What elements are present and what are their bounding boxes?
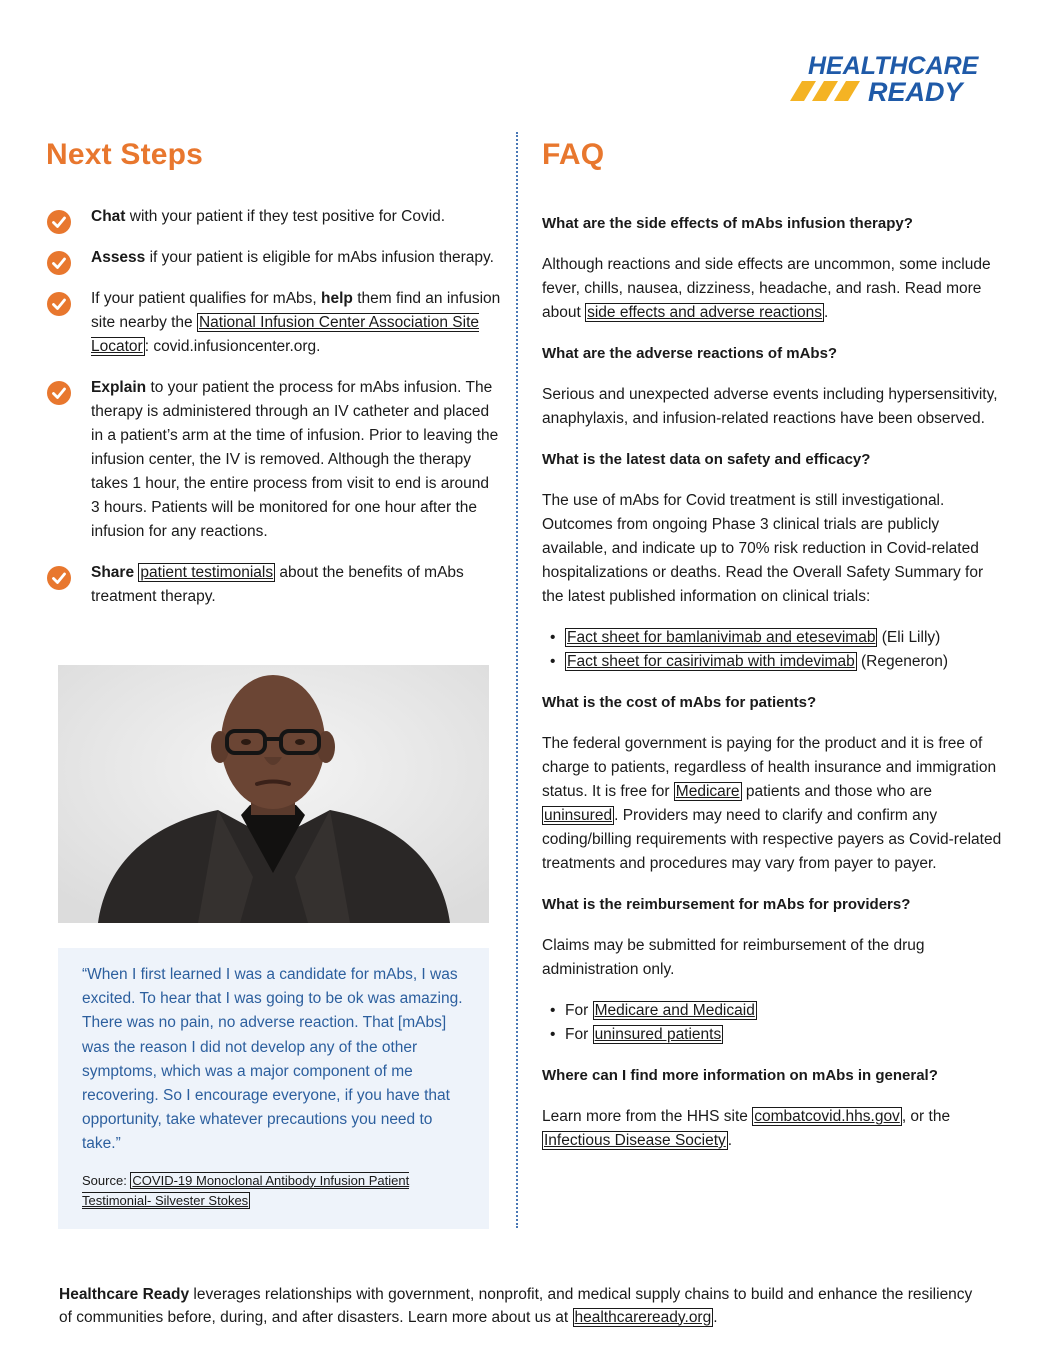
- footer-text: Healthcare Ready leverages relationships with government, nonprofit, and medical supply chains to build and enhance the resiliency of communities before, during, and after disasters. Learn more about us at healthcareready.org .: [59, 1286, 973, 1326]
- next-steps-list: [46, 205, 501, 626]
- medicare-medicaid-link[interactable]: Medicare and Medicaid: [594, 1002, 755, 1019]
- testimonial-photo: [58, 665, 489, 923]
- step-assess: Assess if your patient is eligible for mAbs infusion therapy.: [46, 246, 501, 270]
- faq-question: What are the adverse reactions of mAbs?: [542, 345, 838, 362]
- fact-sheet-regeneron-link[interactable]: Fact sheet for casirivimab with imdevimab: [567, 653, 855, 670]
- logo-chevron-3: [834, 81, 860, 101]
- check-icon: [47, 251, 71, 275]
- faq-heading: FAQ: [542, 138, 605, 171]
- step-explain: Explain to your patient the process for mAbs infusion. The therapy is administered through an IV catheter and placed in a patient’s arm at the time of infusion. Prior to leaving the infusion center, the IV is removed. Although the therapy takes 1 hour, the entire process from visit to end is around 3 hours. Patients will be monitored for one hour after the infusion for any reactions.: [46, 376, 501, 544]
- logo-line2: READY: [868, 77, 963, 107]
- column-divider: [516, 132, 518, 1228]
- check-icon: [47, 381, 71, 405]
- patient-testimonials-link[interactable]: patient testimonials: [140, 564, 274, 581]
- faq-answer: Serious and unexpected adverse events including hypersensitivity, anaphylaxis, and infusion-related reactions have been observed.: [542, 386, 998, 427]
- step-chat: Chat with your patient if they test positive for Covid.: [46, 205, 501, 229]
- faq-question: What is the cost of mAbs for patients?: [542, 694, 817, 711]
- testimonial-quote: “When I first learned I was a candidate for mAbs, I was excited. To hear that I was going to be ok was amazing. There was no pain, no adverse reaction. That [mAbs] was the reason I did not develop any of the other symptoms, which was a major component of me recovering. So I encourage everyone, if you have that opportunity, take whatever precautions you need to take.”: [82, 966, 463, 1153]
- reimbursement-list: [542, 999, 1002, 1047]
- site-locator-link[interactable]: National Infusion Center Association Site Locator: [91, 314, 480, 355]
- list-item: • Fact sheet for casirivimab with imdevimab (Regeneron): [542, 650, 1002, 674]
- logo-line1: HEALTHCARE: [808, 52, 979, 80]
- combatcovid-link[interactable]: combatcovid.hhs.gov: [754, 1108, 900, 1125]
- list-item: • Fact sheet for bamlanivimab and etesevimab (Eli Lilly): [542, 626, 1002, 650]
- faq-question: What is the latest data on safety and efficacy?: [542, 451, 871, 468]
- logo-chevron-1: [790, 81, 816, 101]
- healthcare-ready-logo: [786, 50, 991, 108]
- testimonial-quote-box: [58, 948, 489, 1229]
- faq-answer: Learn more from the HHS site combatcovid.hhs.gov , or the Infectious Disease Society .: [542, 1108, 951, 1149]
- next-steps-heading: Next Steps: [46, 138, 204, 171]
- faq-answer: The federal government is paying for the product and it is free of charge to patients, regardless of health insurance and immigration status. It is free for Medicare patients and those who are uninsured . Providers may need to clarify and confirm any coding/billing requirements with respective payers as Covid-related treatments and procedures may vary from payer to payer.: [542, 735, 1002, 872]
- testimonial-video-link[interactable]: COVID-19 Monoclonal Antibody Infusion Patient Testimonial- Silvester Stokes: [82, 1172, 410, 1208]
- fact-sheet-list: [542, 626, 1002, 674]
- check-icon: [47, 210, 71, 234]
- uninsured-link[interactable]: uninsured: [544, 807, 613, 824]
- faq-answer: Claims may be submitted for reimbursement of the drug administration only.: [542, 937, 925, 978]
- check-icon: [47, 566, 71, 590]
- faq-section: [542, 212, 1002, 1170]
- side-effects-link[interactable]: side effects and adverse reactions: [587, 304, 823, 321]
- step-help: If your patient qualifies for mAbs, help them find an infusion site nearby the National Infusion Center Association Site Locator : covid.infusioncenter.org.: [46, 287, 501, 359]
- faq-question: What is the reimbursement for mAbs for providers?: [542, 896, 911, 913]
- uninsured-patients-link[interactable]: uninsured patients: [594, 1026, 722, 1043]
- testimonial-source: Source: COVID-19 Monoclonal Antibody Infusion Patient Testimonial- Silvester Stokes: [82, 1172, 410, 1208]
- faq-answer: The use of mAbs for Covid treatment is still investigational. Outcomes from ongoing Phase 3 clinical trials are publicly available, and indicate up to 70% risk reduction in Covid-related hospitalizations or deaths. Read the Overall Safety Summary for the latest published information on clinical trials:: [542, 492, 984, 605]
- fact-sheet-lilly-link[interactable]: Fact sheet for bamlanivimab and etesevimab: [567, 629, 876, 646]
- logo-chevron-2: [812, 81, 838, 101]
- list-item: • For uninsured patients: [542, 1023, 1002, 1047]
- list-item: • For Medicare and Medicaid: [542, 999, 1002, 1023]
- check-icon: [47, 292, 71, 316]
- faq-question: What are the side effects of mAbs infusion therapy?: [542, 215, 913, 232]
- idsociety-link[interactable]: Infectious Disease Society: [544, 1132, 726, 1149]
- faq-answer: Although reactions and side effects are uncommon, some include fever, chills, nausea, dizziness, headache, and rash. Read more about side effects and adverse reactions .: [542, 256, 991, 321]
- healthcareready-link[interactable]: healthcareready.org: [574, 1308, 712, 1326]
- medicare-link[interactable]: Medicare: [675, 783, 740, 800]
- faq-question: Where can I find more information on mAbs in general?: [542, 1067, 938, 1084]
- step-share: Share patient testimonials about the benefits of mAbs treatment therapy.: [46, 561, 501, 609]
